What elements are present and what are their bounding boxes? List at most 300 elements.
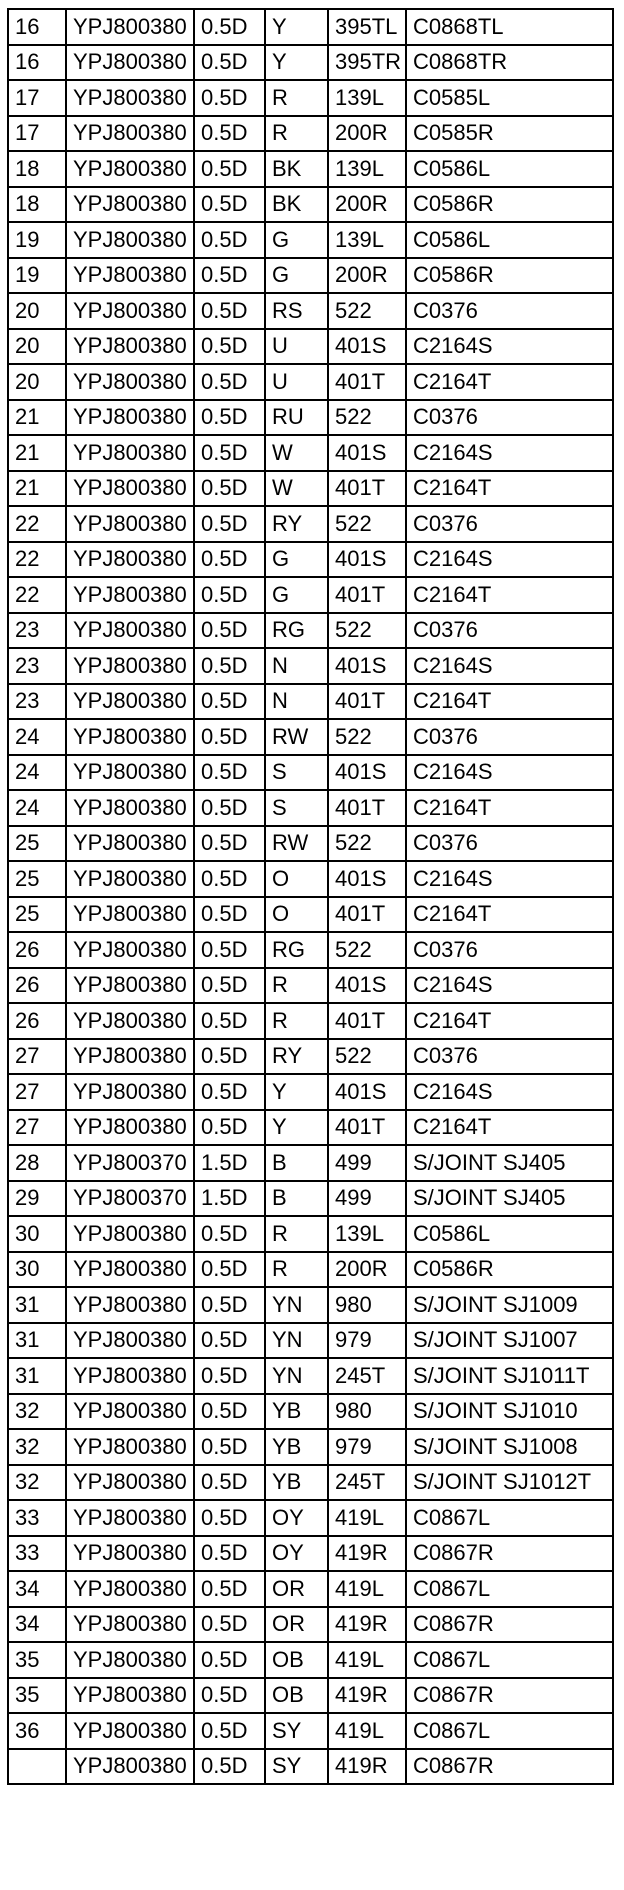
cell-color: G xyxy=(265,577,328,613)
cell-part-number: YPJ800380 xyxy=(66,222,194,258)
cell-part-number: YPJ800380 xyxy=(66,187,194,223)
cell-color: OR xyxy=(265,1571,328,1607)
cell-connector: C2164T xyxy=(406,364,613,400)
cell-size: 1.5D xyxy=(194,1181,265,1217)
cell-size: 0.5D xyxy=(194,755,265,791)
cell-terminal: 980 xyxy=(328,1287,406,1323)
cell-terminal: 245T xyxy=(328,1465,406,1501)
cell-connector: S/JOINT SJ405 xyxy=(406,1181,613,1217)
cell-part-number: YPJ800380 xyxy=(66,506,194,542)
cell-connector: C0586R xyxy=(406,258,613,294)
cell-part-number: YPJ800380 xyxy=(66,790,194,826)
cell-color: YN xyxy=(265,1358,328,1394)
cell-index: 23 xyxy=(8,684,66,720)
cell-part-number: YPJ800380 xyxy=(66,471,194,507)
table-row xyxy=(8,222,613,258)
cell-size: 0.5D xyxy=(194,151,265,187)
cell-connector: C0868TL xyxy=(406,9,613,45)
table-row xyxy=(8,1110,613,1146)
cell-index: 19 xyxy=(8,258,66,294)
cell-index: 24 xyxy=(8,719,66,755)
table-row xyxy=(8,755,613,791)
cell-terminal: 522 xyxy=(328,719,406,755)
cell-index: 31 xyxy=(8,1358,66,1394)
table-row xyxy=(8,790,613,826)
cell-index: 18 xyxy=(8,187,66,223)
cell-index: 20 xyxy=(8,329,66,365)
cell-terminal: 419R xyxy=(328,1749,406,1785)
cell-connector: S/JOINT SJ1007 xyxy=(406,1323,613,1359)
cell-terminal: 419L xyxy=(328,1500,406,1536)
cell-part-number: YPJ800380 xyxy=(66,400,194,436)
table-row xyxy=(8,648,613,684)
cell-part-number: YPJ800380 xyxy=(66,1571,194,1607)
cell-terminal: 401S xyxy=(328,329,406,365)
cell-part-number: YPJ800380 xyxy=(66,932,194,968)
cell-index: 20 xyxy=(8,364,66,400)
cell-color: R xyxy=(265,968,328,1004)
cell-connector: C0376 xyxy=(406,506,613,542)
cell-connector: C0585L xyxy=(406,80,613,116)
cell-connector: C2164S xyxy=(406,542,613,578)
wire-table-body xyxy=(8,9,613,1784)
cell-part-number: YPJ800380 xyxy=(66,861,194,897)
cell-color: W xyxy=(265,471,328,507)
cell-connector: C2164T xyxy=(406,1003,613,1039)
table-row xyxy=(8,613,613,649)
cell-connector: C0586R xyxy=(406,187,613,223)
cell-terminal: 522 xyxy=(328,932,406,968)
cell-size: 0.5D xyxy=(194,1607,265,1643)
cell-connector: C0867L xyxy=(406,1713,613,1749)
table-row xyxy=(8,293,613,329)
table-row xyxy=(8,1003,613,1039)
cell-index: 30 xyxy=(8,1252,66,1288)
cell-color: B xyxy=(265,1145,328,1181)
cell-index: 34 xyxy=(8,1571,66,1607)
cell-terminal: 401T xyxy=(328,471,406,507)
cell-color: RW xyxy=(265,719,328,755)
cell-index: 23 xyxy=(8,613,66,649)
cell-size: 0.5D xyxy=(194,790,265,826)
cell-color: SY xyxy=(265,1749,328,1785)
cell-color: Y xyxy=(265,45,328,81)
cell-connector: C2164T xyxy=(406,790,613,826)
table-row xyxy=(8,1429,613,1465)
cell-color: R xyxy=(265,80,328,116)
table-row xyxy=(8,826,613,862)
cell-connector: C0376 xyxy=(406,826,613,862)
cell-color: YN xyxy=(265,1323,328,1359)
table-row xyxy=(8,187,613,223)
cell-connector: C2164S xyxy=(406,648,613,684)
cell-connector: C2164S xyxy=(406,968,613,1004)
cell-color: RG xyxy=(265,613,328,649)
cell-size: 1.5D xyxy=(194,1145,265,1181)
cell-index: 18 xyxy=(8,151,66,187)
table-row xyxy=(8,719,613,755)
cell-index: 35 xyxy=(8,1642,66,1678)
cell-part-number: YPJ800380 xyxy=(66,577,194,613)
cell-part-number: YPJ800380 xyxy=(66,80,194,116)
cell-index: 32 xyxy=(8,1394,66,1430)
cell-index: 26 xyxy=(8,932,66,968)
cell-part-number: YPJ800380 xyxy=(66,1287,194,1323)
cell-size: 0.5D xyxy=(194,542,265,578)
cell-size: 0.5D xyxy=(194,968,265,1004)
cell-part-number: YPJ800380 xyxy=(66,293,194,329)
table-row xyxy=(8,258,613,294)
table-row xyxy=(8,1571,613,1607)
table-row xyxy=(8,1287,613,1323)
cell-terminal: 200R xyxy=(328,116,406,152)
cell-connector: C0376 xyxy=(406,932,613,968)
cell-terminal: 139L xyxy=(328,151,406,187)
table-row xyxy=(8,45,613,81)
cell-connector: C2164T xyxy=(406,577,613,613)
cell-part-number: YPJ800380 xyxy=(66,648,194,684)
cell-color: OY xyxy=(265,1500,328,1536)
cell-part-number: YPJ800380 xyxy=(66,116,194,152)
cell-index: 36 xyxy=(8,1713,66,1749)
cell-connector: C0586L xyxy=(406,222,613,258)
cell-size: 0.5D xyxy=(194,861,265,897)
cell-size: 0.5D xyxy=(194,364,265,400)
cell-terminal: 499 xyxy=(328,1145,406,1181)
cell-index: 16 xyxy=(8,9,66,45)
table-row xyxy=(8,1358,613,1394)
cell-terminal: 401T xyxy=(328,1110,406,1146)
cell-size: 0.5D xyxy=(194,1039,265,1075)
cell-color: SY xyxy=(265,1713,328,1749)
cell-size: 0.5D xyxy=(194,1571,265,1607)
cell-terminal: 522 xyxy=(328,400,406,436)
cell-terminal: 245T xyxy=(328,1358,406,1394)
cell-size: 0.5D xyxy=(194,1287,265,1323)
cell-connector: C0585R xyxy=(406,116,613,152)
cell-color: Y xyxy=(265,1110,328,1146)
cell-index: 24 xyxy=(8,790,66,826)
cell-terminal: 401T xyxy=(328,684,406,720)
cell-part-number: YPJ800380 xyxy=(66,1642,194,1678)
cell-part-number: YPJ800380 xyxy=(66,1039,194,1075)
table-row xyxy=(8,151,613,187)
cell-color: OB xyxy=(265,1678,328,1714)
cell-connector: S/JOINT SJ405 xyxy=(406,1145,613,1181)
cell-index xyxy=(8,1749,66,1785)
cell-terminal: 522 xyxy=(328,613,406,649)
cell-part-number: YPJ800380 xyxy=(66,1500,194,1536)
cell-connector: C2164S xyxy=(406,1074,613,1110)
cell-index: 26 xyxy=(8,1003,66,1039)
cell-size: 0.5D xyxy=(194,116,265,152)
cell-connector: S/JOINT SJ1009 xyxy=(406,1287,613,1323)
cell-color: YN xyxy=(265,1287,328,1323)
cell-size: 0.5D xyxy=(194,471,265,507)
cell-terminal: 139L xyxy=(328,222,406,258)
cell-size: 0.5D xyxy=(194,1642,265,1678)
cell-index: 23 xyxy=(8,648,66,684)
table-row xyxy=(8,1145,613,1181)
cell-index: 35 xyxy=(8,1678,66,1714)
cell-index: 24 xyxy=(8,755,66,791)
cell-index: 27 xyxy=(8,1110,66,1146)
table-row xyxy=(8,1642,613,1678)
cell-color: BK xyxy=(265,187,328,223)
cell-terminal: 401T xyxy=(328,790,406,826)
cell-part-number: YPJ800380 xyxy=(66,542,194,578)
cell-size: 0.5D xyxy=(194,684,265,720)
cell-terminal: 139L xyxy=(328,1216,406,1252)
cell-connector: C0867R xyxy=(406,1536,613,1572)
cell-index: 21 xyxy=(8,471,66,507)
cell-connector: C0376 xyxy=(406,293,613,329)
cell-size: 0.5D xyxy=(194,1216,265,1252)
table-row xyxy=(8,116,613,152)
cell-index: 31 xyxy=(8,1323,66,1359)
cell-terminal: 419L xyxy=(328,1642,406,1678)
cell-connector: S/JOINT SJ1010 xyxy=(406,1394,613,1430)
cell-terminal: 979 xyxy=(328,1429,406,1465)
cell-index: 25 xyxy=(8,826,66,862)
cell-terminal: 395TR xyxy=(328,45,406,81)
cell-part-number: YPJ800370 xyxy=(66,1145,194,1181)
cell-part-number: YPJ800380 xyxy=(66,1074,194,1110)
cell-color: R xyxy=(265,1252,328,1288)
cell-size: 0.5D xyxy=(194,1500,265,1536)
cell-color: YB xyxy=(265,1465,328,1501)
cell-part-number: YPJ800380 xyxy=(66,1536,194,1572)
cell-connector: C0376 xyxy=(406,719,613,755)
cell-size: 0.5D xyxy=(194,613,265,649)
cell-index: 30 xyxy=(8,1216,66,1252)
cell-index: 17 xyxy=(8,116,66,152)
cell-part-number: YPJ800380 xyxy=(66,151,194,187)
cell-color: R xyxy=(265,116,328,152)
cell-size: 0.5D xyxy=(194,1394,265,1430)
cell-index: 29 xyxy=(8,1181,66,1217)
cell-part-number: YPJ800380 xyxy=(66,1110,194,1146)
cell-index: 26 xyxy=(8,968,66,1004)
table-row xyxy=(8,9,613,45)
table-row xyxy=(8,1039,613,1075)
cell-color: S xyxy=(265,790,328,826)
cell-terminal: 401S xyxy=(328,542,406,578)
cell-connector: C0376 xyxy=(406,1039,613,1075)
cell-index: 33 xyxy=(8,1500,66,1536)
table-row xyxy=(8,861,613,897)
cell-index: 20 xyxy=(8,293,66,329)
table-row xyxy=(8,364,613,400)
cell-index: 16 xyxy=(8,45,66,81)
cell-index: 27 xyxy=(8,1074,66,1110)
cell-color: RY xyxy=(265,1039,328,1075)
cell-color: RY xyxy=(265,506,328,542)
cell-part-number: YPJ800380 xyxy=(66,45,194,81)
cell-index: 21 xyxy=(8,435,66,471)
cell-index: 33 xyxy=(8,1536,66,1572)
table-row xyxy=(8,684,613,720)
table-row xyxy=(8,1500,613,1536)
table-row xyxy=(8,1394,613,1430)
cell-index: 25 xyxy=(8,861,66,897)
cell-index: 25 xyxy=(8,897,66,933)
cell-terminal: 401T xyxy=(328,1003,406,1039)
cell-connector: S/JOINT SJ1012T xyxy=(406,1465,613,1501)
cell-connector: C2164T xyxy=(406,1110,613,1146)
cell-color: RW xyxy=(265,826,328,862)
cell-terminal: 419L xyxy=(328,1713,406,1749)
cell-terminal: 401S xyxy=(328,861,406,897)
cell-size: 0.5D xyxy=(194,1358,265,1394)
cell-connector: C2164T xyxy=(406,471,613,507)
cell-color: OR xyxy=(265,1607,328,1643)
cell-size: 0.5D xyxy=(194,45,265,81)
cell-connector: C0376 xyxy=(406,400,613,436)
cell-color: O xyxy=(265,861,328,897)
cell-size: 0.5D xyxy=(194,329,265,365)
cell-color: G xyxy=(265,258,328,294)
cell-part-number: YPJ800380 xyxy=(66,1429,194,1465)
cell-connector: C0867R xyxy=(406,1607,613,1643)
cell-size: 0.5D xyxy=(194,1429,265,1465)
table-row xyxy=(8,1607,613,1643)
cell-terminal: 401S xyxy=(328,968,406,1004)
cell-size: 0.5D xyxy=(194,80,265,116)
cell-size: 0.5D xyxy=(194,222,265,258)
cell-part-number: YPJ800380 xyxy=(66,1216,194,1252)
table-row xyxy=(8,1749,613,1785)
cell-size: 0.5D xyxy=(194,932,265,968)
cell-connector: C0586L xyxy=(406,151,613,187)
cell-size: 0.5D xyxy=(194,1536,265,1572)
cell-part-number: YPJ800380 xyxy=(66,1252,194,1288)
table-row xyxy=(8,435,613,471)
cell-connector: S/JOINT SJ1008 xyxy=(406,1429,613,1465)
cell-part-number: YPJ800380 xyxy=(66,258,194,294)
cell-part-number: YPJ800380 xyxy=(66,755,194,791)
cell-connector: C0586L xyxy=(406,1216,613,1252)
cell-index: 17 xyxy=(8,80,66,116)
cell-color: YB xyxy=(265,1394,328,1430)
cell-size: 0.5D xyxy=(194,1252,265,1288)
cell-size: 0.5D xyxy=(194,293,265,329)
cell-color: U xyxy=(265,364,328,400)
cell-index: 19 xyxy=(8,222,66,258)
cell-terminal: 522 xyxy=(328,506,406,542)
cell-size: 0.5D xyxy=(194,1074,265,1110)
cell-size: 0.5D xyxy=(194,1110,265,1146)
table-row xyxy=(8,577,613,613)
cell-part-number: YPJ800380 xyxy=(66,1003,194,1039)
cell-connector: C0867R xyxy=(406,1749,613,1785)
cell-color: OY xyxy=(265,1536,328,1572)
cell-connector: C0586R xyxy=(406,1252,613,1288)
cell-index: 34 xyxy=(8,1607,66,1643)
cell-color: BK xyxy=(265,151,328,187)
cell-part-number: YPJ800380 xyxy=(66,1465,194,1501)
cell-size: 0.5D xyxy=(194,1749,265,1785)
cell-terminal: 979 xyxy=(328,1323,406,1359)
cell-terminal: 200R xyxy=(328,258,406,294)
cell-index: 32 xyxy=(8,1465,66,1501)
cell-part-number: YPJ800380 xyxy=(66,9,194,45)
cell-part-number: YPJ800380 xyxy=(66,1678,194,1714)
table-row xyxy=(8,1678,613,1714)
cell-terminal: 401S xyxy=(328,648,406,684)
table-row xyxy=(8,80,613,116)
wire-table xyxy=(7,8,614,1785)
cell-part-number: YPJ800370 xyxy=(66,1181,194,1217)
cell-part-number: YPJ800380 xyxy=(66,1749,194,1785)
cell-size: 0.5D xyxy=(194,1003,265,1039)
cell-size: 0.5D xyxy=(194,9,265,45)
cell-index: 22 xyxy=(8,506,66,542)
table-row xyxy=(8,1713,613,1749)
cell-size: 0.5D xyxy=(194,1465,265,1501)
cell-color: YB xyxy=(265,1429,328,1465)
cell-connector: C2164S xyxy=(406,329,613,365)
cell-color: Y xyxy=(265,1074,328,1110)
cell-connector: S/JOINT SJ1011T xyxy=(406,1358,613,1394)
cell-index: 27 xyxy=(8,1039,66,1075)
cell-index: 32 xyxy=(8,1429,66,1465)
table-row xyxy=(8,897,613,933)
table-row xyxy=(8,932,613,968)
table-row xyxy=(8,1536,613,1572)
cell-size: 0.5D xyxy=(194,506,265,542)
cell-color: O xyxy=(265,897,328,933)
cell-part-number: YPJ800380 xyxy=(66,435,194,471)
cell-part-number: YPJ800380 xyxy=(66,364,194,400)
table-row xyxy=(8,1465,613,1501)
cell-color: G xyxy=(265,222,328,258)
cell-color: Y xyxy=(265,9,328,45)
cell-terminal: 980 xyxy=(328,1394,406,1430)
cell-size: 0.5D xyxy=(194,1678,265,1714)
cell-size: 0.5D xyxy=(194,648,265,684)
cell-color: RG xyxy=(265,932,328,968)
cell-part-number: YPJ800380 xyxy=(66,684,194,720)
cell-index: 31 xyxy=(8,1287,66,1323)
cell-color: W xyxy=(265,435,328,471)
cell-terminal: 401S xyxy=(328,755,406,791)
cell-terminal: 419R xyxy=(328,1678,406,1714)
cell-connector: C2164T xyxy=(406,897,613,933)
cell-terminal: 139L xyxy=(328,80,406,116)
cell-size: 0.5D xyxy=(194,826,265,862)
cell-part-number: YPJ800380 xyxy=(66,719,194,755)
cell-index: 21 xyxy=(8,400,66,436)
cell-color: OB xyxy=(265,1642,328,1678)
cell-part-number: YPJ800380 xyxy=(66,968,194,1004)
cell-connector: C0867R xyxy=(406,1678,613,1714)
table-row xyxy=(8,1323,613,1359)
cell-connector: C2164S xyxy=(406,755,613,791)
table-row xyxy=(8,471,613,507)
cell-color: N xyxy=(265,648,328,684)
cell-terminal: 395TL xyxy=(328,9,406,45)
table-row xyxy=(8,1181,613,1217)
cell-connector: C0867L xyxy=(406,1571,613,1607)
table-row xyxy=(8,542,613,578)
table-row xyxy=(8,329,613,365)
cell-part-number: YPJ800380 xyxy=(66,329,194,365)
cell-connector: C2164T xyxy=(406,684,613,720)
cell-part-number: YPJ800380 xyxy=(66,1358,194,1394)
cell-terminal: 401S xyxy=(328,1074,406,1110)
cell-size: 0.5D xyxy=(194,258,265,294)
